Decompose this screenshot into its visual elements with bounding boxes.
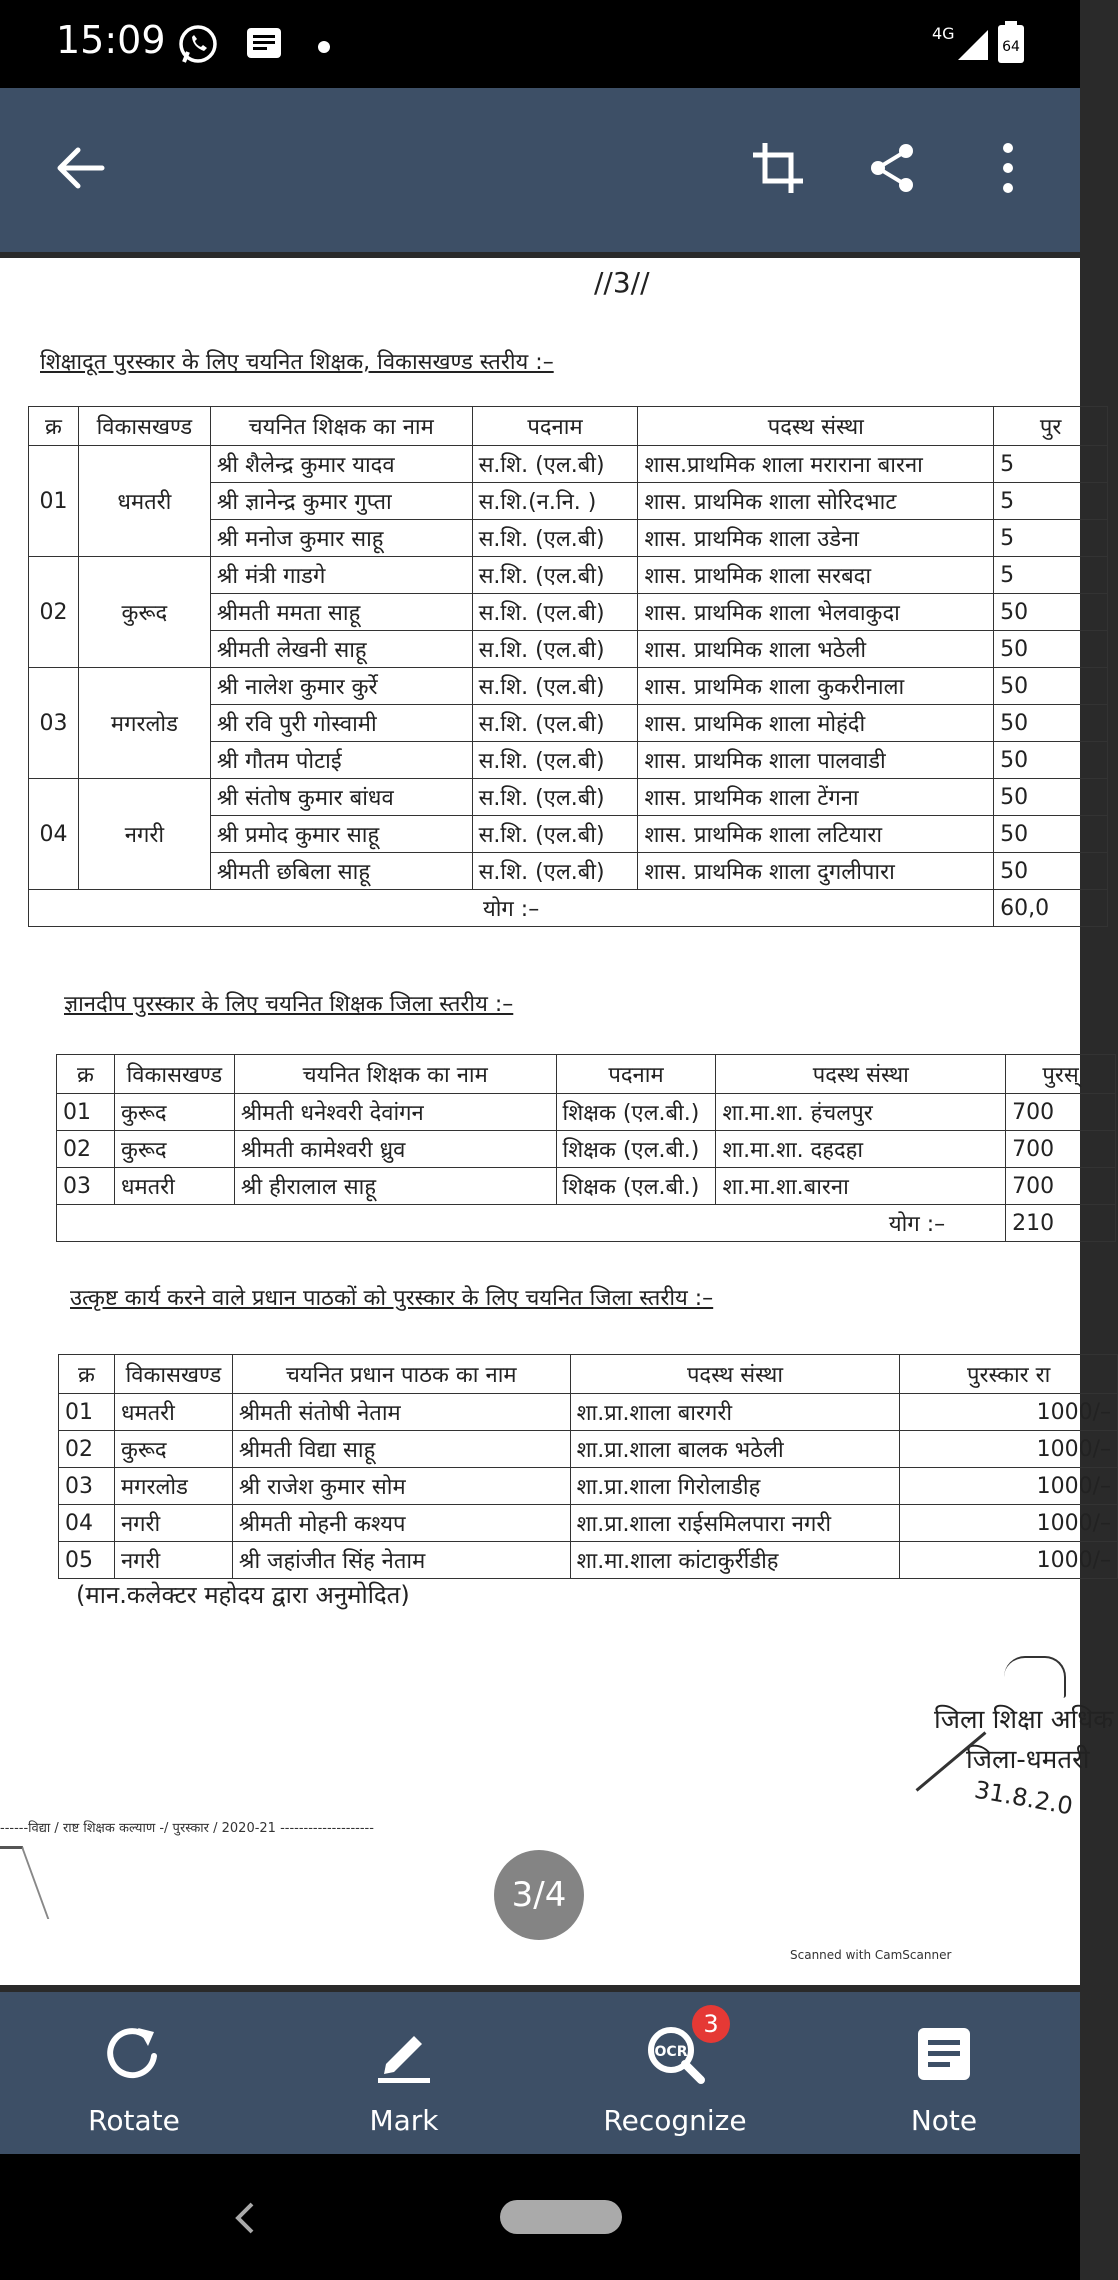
note-button[interactable] <box>844 1992 1044 2154</box>
total-label: योग :– <box>57 1205 1006 1242</box>
cell-post: स.शि. (एल.बी) <box>472 705 638 742</box>
cell-post: शिक्षक (एल.बी.) <box>556 1131 716 1168</box>
cell-school: शा.मा.शाला कांटाकुर्रीडीह <box>570 1542 900 1579</box>
rotate-icon <box>102 2022 166 2086</box>
cell-amount: 50 <box>994 779 1108 816</box>
total-value: 210 <box>1006 1205 1116 1242</box>
scanned-with-label: Scanned with CamScanner <box>790 1948 952 1962</box>
section1-table <box>28 406 1108 927</box>
cell-school: शा.प्रा.शाला बारगरी <box>570 1394 900 1431</box>
cell-amt: 700 <box>1006 1131 1116 1168</box>
cell-post: स.शि. (एल.बी) <box>472 557 638 594</box>
table-row <box>29 557 1108 594</box>
column-header: पुर <box>994 407 1108 446</box>
cell-name: श्री नालेश कुमार कुर्रे <box>210 668 472 705</box>
cell-school: शास. प्राथमिक शाला उडेना <box>638 520 994 557</box>
approval-note: (मान.कलेक्टर महोदय द्वारा अनुमोदित) <box>76 1581 410 1609</box>
more-options-button[interactable] <box>968 128 1048 208</box>
note-label: Note <box>910 2104 978 2137</box>
cell-school: शा.प्रा.शाला बालक भठेली <box>570 1431 900 1468</box>
note-icon <box>912 2022 976 2086</box>
cell-school: शास. प्राथमिक शाला मोहंदी <box>638 705 994 742</box>
cell-post: स.शि. (एल.बी) <box>472 742 638 779</box>
column-header: पदस्थ संस्था <box>716 1055 1006 1094</box>
rotate-label: Rotate <box>88 2104 180 2137</box>
section2-heading: ज्ञानदीप पुरस्कार के लिए चयनित शिक्षक जिला स्तरीय :– <box>64 992 514 1017</box>
table-row <box>29 668 1108 705</box>
recognize-button[interactable] <box>575 1992 775 2154</box>
cell-name: श्रीमती मोहनी कश्यप <box>232 1505 570 1542</box>
cell-block: धमतरी <box>78 446 210 557</box>
cell-amt: 1000/– <box>900 1505 1118 1542</box>
cell-post: स.शि. (एल.बी) <box>472 520 638 557</box>
system-nav-bar <box>0 2154 1080 2280</box>
cell-name: श्री शैलेन्द्र कुमार यादव <box>210 446 472 483</box>
signature-date: 31.8.2.0 <box>972 1775 1075 1821</box>
cell-name: श्री मनोज कुमार साहू <box>210 520 472 557</box>
cell-post: स.शि. (एल.बी) <box>472 446 638 483</box>
cell-school: शा.प्रा.शाला गिरोलाडीह <box>570 1468 900 1505</box>
cell-name: श्री जहांजीत सिंह नेताम <box>232 1542 570 1579</box>
cell-school: शास. प्राथमिक शाला भेलवाकुदा <box>638 594 994 631</box>
cell-block: कुरूद <box>114 1131 234 1168</box>
column-header: पुरस्कार रा <box>900 1355 1118 1394</box>
cell-amt: 1000/– <box>900 1542 1118 1579</box>
table-row <box>29 779 1108 816</box>
cell-name: श्रीमती लेखनी साहू <box>210 631 472 668</box>
cell-block: नगरी <box>114 1505 232 1542</box>
cell-name: श्री रवि पुरी गोस्वामी <box>210 705 472 742</box>
column-header: चयनित शिक्षक का नाम <box>234 1055 556 1094</box>
table-row <box>57 1131 1116 1168</box>
cell-school: शा.मा.शा. हंचलपुर <box>716 1094 1006 1131</box>
cell-school: शास. प्राथमिक शाला भठेली <box>638 631 994 668</box>
rotate-button[interactable] <box>34 1992 234 2154</box>
chevron-left-icon[interactable] <box>226 2198 266 2238</box>
cell-post: स.शि. (एल.बी) <box>472 631 638 668</box>
column-header: पदनाम <box>556 1055 716 1094</box>
cell-name: श्री हीरालाल साहू <box>234 1168 556 1205</box>
cell-no: 01 <box>57 1094 115 1131</box>
cell-no: 02 <box>29 557 79 668</box>
cell-school: शास. प्राथमिक शाला दुगलीपारा <box>638 853 994 890</box>
cell-no: 04 <box>29 779 79 890</box>
more-vert-icon <box>998 140 1018 196</box>
cell-amount: 50 <box>994 742 1108 779</box>
column-header: पुरस् <box>1006 1055 1116 1094</box>
table-row <box>29 446 1108 483</box>
section2-table <box>56 1054 1116 1242</box>
cell-block: कुरूद <box>114 1094 234 1131</box>
cell-amount: 50 <box>994 594 1108 631</box>
cell-name: श्री प्रमोद कुमार साहू <box>210 816 472 853</box>
cell-school: शास.प्राथमिक शाला मराराना बारना <box>638 446 994 483</box>
table-row <box>59 1505 1118 1542</box>
viewer-toolbar <box>0 88 1080 252</box>
column-header: चयनित प्रधान पाठक का नाम <box>232 1355 570 1394</box>
cell-school: शा.मा.शा.बारना <box>716 1168 1006 1205</box>
table-row <box>59 1394 1118 1431</box>
mark-label: Mark <box>369 2104 439 2137</box>
signal-icon <box>956 26 990 66</box>
cell-amount: 5 <box>994 557 1108 594</box>
cell-name: श्रीमती कामेश्वरी ध्रुव <box>234 1131 556 1168</box>
table-row <box>57 1094 1116 1131</box>
table-row <box>59 1542 1118 1579</box>
cell-school: शास. प्राथमिक शाला सरबदा <box>638 557 994 594</box>
cell-post: स.शि. (एल.बी) <box>472 816 638 853</box>
recognize-label: Recognize <box>603 2104 747 2137</box>
signature-scribble <box>1004 1656 1066 1698</box>
cell-no: 04 <box>59 1505 115 1542</box>
cell-post: स.शि.(न.नि. ) <box>472 483 638 520</box>
table-header-row <box>57 1055 1116 1094</box>
share-icon <box>864 140 920 196</box>
column-header: क्र <box>59 1355 115 1394</box>
crop-icon <box>749 139 807 197</box>
cell-amount: 50 <box>994 668 1108 705</box>
cell-amount: 5 <box>994 446 1108 483</box>
cell-block: मगरलोड <box>78 668 210 779</box>
cell-name: श्रीमती छबिला साहू <box>210 853 472 890</box>
cell-no: 03 <box>29 668 79 779</box>
cell-post: स.शि. (एल.बी) <box>472 668 638 705</box>
cell-no: 02 <box>59 1431 115 1468</box>
back-button[interactable] <box>40 128 120 208</box>
cell-amount: 50 <box>994 705 1108 742</box>
cell-post: शिक्षक (एल.बी.) <box>556 1168 716 1205</box>
table-row <box>57 1168 1116 1205</box>
page-indicator: 3/4 <box>494 1850 584 1940</box>
cell-school: शा.प्रा.शाला राईसमिलपारा नगरी <box>570 1505 900 1542</box>
total-row <box>57 1205 1116 1242</box>
battery-level: 64 <box>1002 39 1020 55</box>
recognize-badge: 3 <box>692 2005 730 2043</box>
cell-no: 03 <box>57 1168 115 1205</box>
cell-name: श्री राजेश कुमार सोम <box>232 1468 570 1505</box>
cell-block: कुरूद <box>78 557 210 668</box>
cell-school: शास. प्राथमिक शाला टेंगना <box>638 779 994 816</box>
cell-block: धमतरी <box>114 1394 232 1431</box>
cell-name: श्री मंत्री गाडगे <box>210 557 472 594</box>
table-row <box>59 1431 1118 1468</box>
cell-name: श्रीमती संतोषी नेताम <box>232 1394 570 1431</box>
column-header: पदस्थ संस्था <box>570 1355 900 1394</box>
arrow-left-icon <box>52 140 108 196</box>
column-header: पदस्थ संस्था <box>638 407 994 446</box>
scanned-document <box>0 258 1114 1985</box>
column-header: क्र <box>29 407 79 446</box>
cell-block: नगरी <box>78 779 210 890</box>
column-header: चयनित शिक्षक का नाम <box>210 407 472 446</box>
cell-amount: 50 <box>994 816 1108 853</box>
column-header: विकासखण्ड <box>114 1355 232 1394</box>
cell-block: कुरूद <box>114 1431 232 1468</box>
table-header-row <box>29 407 1108 446</box>
cell-name: श्रीमती धनेश्वरी देवांगन <box>234 1094 556 1131</box>
cell-no: 01 <box>59 1394 115 1431</box>
cell-no: 03 <box>59 1468 115 1505</box>
cell-amount: 5 <box>994 520 1108 557</box>
total-value: 60,0 <box>994 890 1108 927</box>
total-row <box>29 890 1108 927</box>
signature-line2: जिला-धमतरी <box>966 1745 1090 1775</box>
cell-amt: 1000/– <box>900 1394 1118 1431</box>
cell-school: शास. प्राथमिक शाला पालवाडी <box>638 742 994 779</box>
section1-heading: शिक्षादूत पुरस्कार के लिए चयनित शिक्षक, विकासखण्ड स्तरीय :– <box>40 350 554 375</box>
page-marker: //3// <box>594 266 650 299</box>
notification-dot-icon <box>318 38 330 57</box>
share-button[interactable] <box>852 128 932 208</box>
crop-button[interactable] <box>738 128 818 208</box>
bottom-action-bar <box>0 1992 1080 2154</box>
cell-amount: 5 <box>994 483 1108 520</box>
scan-edge-artifact <box>0 1846 49 1919</box>
cell-name: श्री संतोष कुमार बांधव <box>210 779 472 816</box>
status-time: 15:09 <box>56 18 166 62</box>
cell-post: स.शि. (एल.बी) <box>472 853 638 890</box>
cell-amt: 700 <box>1006 1168 1116 1205</box>
cell-amount: 50 <box>994 631 1108 668</box>
signature-block <box>904 1656 1114 1856</box>
section3-table <box>58 1354 1118 1579</box>
cell-school: शास. प्राथमिक शाला लटियारा <box>638 816 994 853</box>
cell-amount: 50 <box>994 853 1108 890</box>
cell-post: स.शि. (एल.बी) <box>472 779 638 816</box>
home-pill-icon[interactable] <box>500 2200 622 2234</box>
column-header: क्र <box>57 1055 115 1094</box>
cell-post: स.शि. (एल.बी) <box>472 594 638 631</box>
message-icon <box>244 22 284 70</box>
cell-school: शास. प्राथमिक शाला कुकरीनाला <box>638 668 994 705</box>
footer-reference: ------विद्या / राष्ट शिक्षक कल्याण -/ पुरस्कार / 2020-21 -------------------- <box>0 1821 374 1836</box>
signature-line1: जिला शिक्षा अधिक <box>934 1705 1114 1735</box>
cell-amt: 700 <box>1006 1094 1116 1131</box>
cell-name: श्रीमती ममता साहू <box>210 594 472 631</box>
column-header: विकासखण्ड <box>78 407 210 446</box>
cell-no: 02 <box>57 1131 115 1168</box>
cell-amt: 1000/– <box>900 1431 1118 1468</box>
table-row <box>59 1468 1118 1505</box>
cell-block: नगरी <box>114 1542 232 1579</box>
svg-text:OCR: OCR <box>654 2044 688 2060</box>
cell-school: शा.मा.शा. दहदहा <box>716 1131 1006 1168</box>
cell-name: श्री गौतम पोटाई <box>210 742 472 779</box>
pen-icon <box>372 2022 436 2086</box>
network-type: 4G <box>932 24 955 43</box>
cell-no: 01 <box>29 446 79 557</box>
mark-button[interactable] <box>304 1992 504 2154</box>
battery-icon <box>996 20 1026 68</box>
status-bar <box>0 0 1080 88</box>
cell-block: मगरलोड <box>114 1468 232 1505</box>
column-header: पदनाम <box>472 407 638 446</box>
whatsapp-icon <box>176 22 220 70</box>
total-label: योग :– <box>29 890 994 927</box>
cell-name: श्रीमती विद्या साहू <box>232 1431 570 1468</box>
column-header: विकासखण्ड <box>114 1055 234 1094</box>
cell-amt: 1000/– <box>900 1468 1118 1505</box>
cell-name: श्री ज्ञानेन्द्र कुमार गुप्ता <box>210 483 472 520</box>
table-header-row <box>59 1355 1118 1394</box>
document-page[interactable] <box>0 258 1114 1985</box>
cell-block: धमतरी <box>114 1168 234 1205</box>
cell-school: शास. प्राथमिक शाला सोरिदभाट <box>638 483 994 520</box>
cell-post: शिक्षक (एल.बी.) <box>556 1094 716 1131</box>
section3-heading: उत्कृष्ट कार्य करने वाले प्रधान पाठकों को पुरस्कार के लिए चयनित जिला स्तरीय :– <box>70 1286 714 1311</box>
cell-no: 05 <box>59 1542 115 1579</box>
